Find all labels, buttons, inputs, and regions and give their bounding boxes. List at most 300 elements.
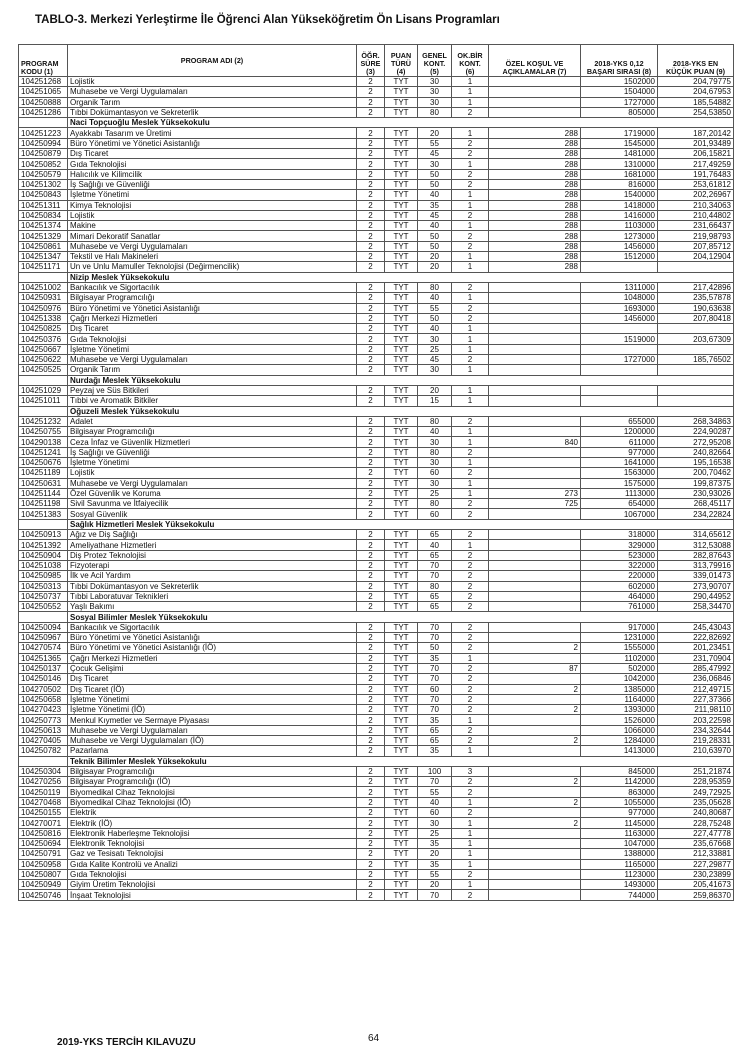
table-header-row: [19, 45, 734, 77]
score-type-cell: TYT: [385, 880, 418, 890]
table-row: [19, 97, 734, 107]
score-type-cell: TYT: [385, 808, 418, 818]
special-conditions-cell: [489, 746, 581, 756]
program-name-cell: Biyomedikal Cihaz Teknolojisi: [68, 787, 357, 797]
score-type-cell: TYT: [385, 241, 418, 251]
success-rank-cell: 1641000: [581, 457, 658, 467]
program-name-cell: Halıcılık ve Kilimcilik: [68, 169, 357, 179]
success-rank-cell: 1123000: [581, 869, 658, 879]
program-name-cell: Tıbbi ve Aromatik Bitkiler: [68, 396, 357, 406]
score-type-cell: TYT: [385, 231, 418, 241]
header-score-type: PUAN TÜRÜ (4): [385, 45, 418, 77]
special-conditions-cell: 288: [489, 169, 581, 179]
program-code-cell: 104251392: [19, 540, 68, 550]
success-rank-cell: 220000: [581, 571, 658, 581]
duration-cell: 2: [357, 179, 385, 189]
general-quota-cell: 80: [418, 581, 452, 591]
score-type-cell: TYT: [385, 849, 418, 859]
duration-cell: 2: [357, 828, 385, 838]
special-conditions-cell: [489, 447, 581, 457]
program-name-cell: Bilgisayar Programcılığı: [68, 293, 357, 303]
program-name-cell: Gaz ve Tesisatı Teknolojisi: [68, 849, 357, 859]
section-code-cell: [19, 519, 68, 529]
program-name-cell: Sivil Savunma ve İtfaiyecilik: [68, 499, 357, 509]
top-student-quota-cell: 1: [452, 478, 489, 488]
score-type-cell: TYT: [385, 818, 418, 828]
special-conditions-cell: [489, 571, 581, 581]
duration-cell: 2: [357, 457, 385, 467]
special-conditions-cell: [489, 427, 581, 437]
general-quota-cell: 35: [418, 200, 452, 210]
program-code-cell: 104250667: [19, 344, 68, 354]
section-title: Naci Topçuoğlu Meslek Yüksekokulu: [68, 118, 734, 128]
top-student-quota-cell: 1: [452, 252, 489, 262]
program-code-cell: 104250313: [19, 581, 68, 591]
general-quota-cell: 30: [418, 77, 452, 87]
duration-cell: 2: [357, 540, 385, 550]
score-type-cell: TYT: [385, 468, 418, 478]
duration-cell: 2: [357, 787, 385, 797]
table-row: [19, 643, 734, 653]
min-score-cell: 227,47778: [658, 828, 734, 838]
min-score-cell: 204,79775: [658, 77, 734, 87]
program-code-cell: 104250976: [19, 303, 68, 313]
table-row: [19, 385, 734, 395]
score-type-cell: TYT: [385, 293, 418, 303]
program-code-cell: 104250985: [19, 571, 68, 581]
min-score-cell: 249,72925: [658, 787, 734, 797]
general-quota-cell: 30: [418, 334, 452, 344]
program-name-cell: Bilgisayar Programcılığı (İÖ): [68, 777, 357, 787]
duration-cell: 2: [357, 416, 385, 426]
score-type-cell: TYT: [385, 663, 418, 673]
table-row: [19, 808, 734, 818]
min-score-cell: 228,75248: [658, 818, 734, 828]
min-score-cell: 212,49715: [658, 684, 734, 694]
score-type-cell: TYT: [385, 725, 418, 735]
score-type-cell: TYT: [385, 859, 418, 869]
special-conditions-cell: 2: [489, 736, 581, 746]
success-rank-cell: 1164000: [581, 694, 658, 704]
program-name-cell: Muhasebe ve Vergi Uygulamaları (İÖ): [68, 736, 357, 746]
special-conditions-cell: [489, 787, 581, 797]
general-quota-cell: 65: [418, 550, 452, 560]
score-type-cell: TYT: [385, 591, 418, 601]
top-student-quota-cell: 1: [452, 653, 489, 663]
header-program-code: PROGRAM KODU (1): [19, 45, 68, 77]
top-student-quota-cell: 1: [452, 540, 489, 550]
special-conditions-cell: [489, 334, 581, 344]
header-success-rank: 2018-YKS 0,12 BAŞARI SIRASI (8): [581, 45, 658, 77]
table-row: [19, 509, 734, 519]
program-name-cell: Büro Yönetimi ve Yönetici Asistanlığı: [68, 303, 357, 313]
top-student-quota-cell: 2: [452, 447, 489, 457]
min-score-cell: 203,22598: [658, 715, 734, 725]
top-student-quota-cell: 2: [452, 509, 489, 519]
score-type-cell: TYT: [385, 550, 418, 560]
duration-cell: 2: [357, 355, 385, 365]
program-code-cell: 104251302: [19, 179, 68, 189]
special-conditions-cell: [489, 591, 581, 601]
table-row: [19, 746, 734, 756]
min-score-cell: 222,82692: [658, 633, 734, 643]
table-row: [19, 859, 734, 869]
general-quota-cell: 65: [418, 591, 452, 601]
score-type-cell: TYT: [385, 252, 418, 262]
top-student-quota-cell: 2: [452, 530, 489, 540]
success-rank-cell: 863000: [581, 787, 658, 797]
top-student-quota-cell: 2: [452, 416, 489, 426]
min-score-cell: [658, 344, 734, 354]
top-student-quota-cell: 2: [452, 777, 489, 787]
general-quota-cell: 20: [418, 252, 452, 262]
general-quota-cell: 30: [418, 87, 452, 97]
success-rank-cell: 1103000: [581, 221, 658, 231]
section-title: Nizip Meslek Yüksekokulu: [68, 272, 734, 282]
min-score-cell: 204,12904: [658, 252, 734, 262]
duration-cell: 2: [357, 200, 385, 210]
program-name-cell: Bilgisayar Programcılığı: [68, 427, 357, 437]
score-type-cell: TYT: [385, 457, 418, 467]
top-student-quota-cell: 1: [452, 838, 489, 848]
success-rank-cell: 1545000: [581, 138, 658, 148]
top-student-quota-cell: 1: [452, 859, 489, 869]
top-student-quota-cell: 1: [452, 818, 489, 828]
program-name-cell: Gıda Teknolojisi: [68, 869, 357, 879]
duration-cell: 2: [357, 468, 385, 478]
duration-cell: 2: [357, 97, 385, 107]
program-code-cell: 104250155: [19, 808, 68, 818]
table-row: [19, 869, 734, 879]
duration-cell: 2: [357, 663, 385, 673]
duration-cell: 2: [357, 777, 385, 787]
special-conditions-cell: 2: [489, 643, 581, 653]
success-rank-cell: 977000: [581, 808, 658, 818]
general-quota-cell: 35: [418, 715, 452, 725]
program-code-cell: 104251171: [19, 262, 68, 272]
program-code-cell: 104251029: [19, 385, 68, 395]
table-row: [19, 190, 734, 200]
score-type-cell: TYT: [385, 488, 418, 498]
min-score-cell: [658, 396, 734, 406]
program-name-cell: Çağrı Merkezi Hizmetleri: [68, 313, 357, 323]
score-type-cell: TYT: [385, 777, 418, 787]
table-row: [19, 828, 734, 838]
program-name-cell: Tıbbi Laboratuvar Teknikleri: [68, 591, 357, 601]
top-student-quota-cell: 2: [452, 169, 489, 179]
program-code-cell: 104251002: [19, 282, 68, 292]
success-rank-cell: 464000: [581, 591, 658, 601]
success-rank-cell: 523000: [581, 550, 658, 560]
top-student-quota-cell: 1: [452, 880, 489, 890]
min-score-cell: 206,15821: [658, 149, 734, 159]
table-row: [19, 313, 734, 323]
general-quota-cell: 55: [418, 303, 452, 313]
general-quota-cell: 20: [418, 128, 452, 138]
score-type-cell: TYT: [385, 622, 418, 632]
success-rank-cell: 1504000: [581, 87, 658, 97]
special-conditions-cell: [489, 416, 581, 426]
success-rank-cell: 1113000: [581, 488, 658, 498]
table-row: [19, 282, 734, 292]
success-rank-cell: [581, 396, 658, 406]
program-code-cell: 104250791: [19, 849, 68, 859]
top-student-quota-cell: 1: [452, 221, 489, 231]
success-rank-cell: 1047000: [581, 838, 658, 848]
top-student-quota-cell: 2: [452, 787, 489, 797]
special-conditions-cell: [489, 293, 581, 303]
score-type-cell: TYT: [385, 581, 418, 591]
score-type-cell: TYT: [385, 210, 418, 220]
success-rank-cell: 1563000: [581, 468, 658, 478]
general-quota-cell: 40: [418, 427, 452, 437]
general-quota-cell: 45: [418, 355, 452, 365]
special-conditions-cell: 2: [489, 705, 581, 715]
program-name-cell: Gıda Teknolojisi: [68, 159, 357, 169]
program-name-cell: Muhasebe ve Vergi Uygulamaları: [68, 241, 357, 251]
program-name-cell: İşletme Yönetimi: [68, 694, 357, 704]
table-row: [19, 200, 734, 210]
section-code-cell: [19, 272, 68, 282]
section-code-cell: [19, 612, 68, 622]
score-type-cell: TYT: [385, 190, 418, 200]
general-quota-cell: 45: [418, 210, 452, 220]
score-type-cell: TYT: [385, 571, 418, 581]
success-rank-cell: 1481000: [581, 149, 658, 159]
general-quota-cell: 25: [418, 344, 452, 354]
program-code-cell: 104251189: [19, 468, 68, 478]
duration-cell: 2: [357, 169, 385, 179]
min-score-cell: [658, 385, 734, 395]
special-conditions-cell: [489, 560, 581, 570]
program-code-cell: 104250552: [19, 602, 68, 612]
program-name-cell: Peyzaj ve Süs Bitkileri: [68, 385, 357, 395]
special-conditions-cell: [489, 468, 581, 478]
general-quota-cell: 20: [418, 880, 452, 890]
general-quota-cell: 20: [418, 385, 452, 395]
top-student-quota-cell: 1: [452, 488, 489, 498]
top-student-quota-cell: 2: [452, 869, 489, 879]
min-score-cell: 235,67668: [658, 838, 734, 848]
section-code-cell: [19, 406, 68, 416]
program-name-cell: Tekstil ve Halı Makineleri: [68, 252, 357, 262]
program-name-cell: İşletme Yönetimi: [68, 344, 357, 354]
min-score-cell: 187,20142: [658, 128, 734, 138]
special-conditions-cell: 2: [489, 777, 581, 787]
general-quota-cell: 70: [418, 674, 452, 684]
table-row: [19, 365, 734, 375]
min-score-cell: 234,32644: [658, 725, 734, 735]
special-conditions-cell: [489, 313, 581, 323]
min-score-cell: 185,76502: [658, 355, 734, 365]
program-name-cell: Diş Protez Teknolojisi: [68, 550, 357, 560]
program-code-cell: 104251338: [19, 313, 68, 323]
success-rank-cell: 1719000: [581, 128, 658, 138]
program-name-cell: Muhasebe ve Vergi Uygulamaları: [68, 478, 357, 488]
table-row: [19, 231, 734, 241]
program-name-cell: Lojistik: [68, 210, 357, 220]
program-code-cell: 104251268: [19, 77, 68, 87]
table-row: [19, 488, 734, 498]
special-conditions-cell: [489, 385, 581, 395]
duration-cell: 2: [357, 766, 385, 776]
special-conditions-cell: [489, 869, 581, 879]
duration-cell: 2: [357, 334, 385, 344]
general-quota-cell: 40: [418, 540, 452, 550]
special-conditions-cell: 725: [489, 499, 581, 509]
duration-cell: 2: [357, 159, 385, 169]
success-rank-cell: 1142000: [581, 777, 658, 787]
top-student-quota-cell: 1: [452, 746, 489, 756]
program-name-cell: Elektronik Teknolojisi: [68, 838, 357, 848]
special-conditions-cell: 87: [489, 663, 581, 673]
min-score-cell: 234,22824: [658, 509, 734, 519]
program-name-cell: Büro Yönetimi ve Yönetici Asistanlığı (İÖ): [68, 643, 357, 653]
duration-cell: 2: [357, 653, 385, 663]
general-quota-cell: 70: [418, 560, 452, 570]
guide-footer: 2019-YKS TERCİH KILAVUZU: [57, 1037, 196, 1048]
program-name-cell: İnşaat Teknolojisi: [68, 890, 357, 900]
score-type-cell: TYT: [385, 797, 418, 807]
special-conditions-cell: [489, 890, 581, 900]
table-row: [19, 128, 734, 138]
min-score-cell: 272,95208: [658, 437, 734, 447]
top-student-quota-cell: 2: [452, 560, 489, 570]
duration-cell: 2: [357, 231, 385, 241]
special-conditions-cell: [489, 766, 581, 776]
table-row: [19, 252, 734, 262]
score-type-cell: TYT: [385, 684, 418, 694]
success-rank-cell: 917000: [581, 622, 658, 632]
section-code-cell: [19, 118, 68, 128]
table-row: [19, 499, 734, 509]
program-code-cell: 104251011: [19, 396, 68, 406]
duration-cell: 2: [357, 282, 385, 292]
table-row: [19, 107, 734, 117]
general-quota-cell: 50: [418, 169, 452, 179]
special-conditions-cell: [489, 530, 581, 540]
table-row: [19, 591, 734, 601]
program-code-cell: 104251365: [19, 653, 68, 663]
general-quota-cell: 65: [418, 530, 452, 540]
min-score-cell: 273,90707: [658, 581, 734, 591]
min-score-cell: 202,26967: [658, 190, 734, 200]
top-student-quota-cell: 2: [452, 107, 489, 117]
score-type-cell: TYT: [385, 365, 418, 375]
top-student-quota-cell: 2: [452, 499, 489, 509]
min-score-cell: 314,65612: [658, 530, 734, 540]
success-rank-cell: 1200000: [581, 427, 658, 437]
general-quota-cell: 60: [418, 684, 452, 694]
score-type-cell: TYT: [385, 77, 418, 87]
program-code-cell: 104251144: [19, 488, 68, 498]
program-name-cell: Muhasebe ve Vergi Uygulamaları: [68, 725, 357, 735]
general-quota-cell: 65: [418, 602, 452, 612]
program-name-cell: Kimya Teknolojisi: [68, 200, 357, 210]
general-quota-cell: 70: [418, 694, 452, 704]
program-name-cell: Gıda Teknolojisi: [68, 334, 357, 344]
min-score-cell: 200,70462: [658, 468, 734, 478]
score-type-cell: TYT: [385, 643, 418, 653]
duration-cell: 2: [357, 107, 385, 117]
success-rank-cell: 1310000: [581, 159, 658, 169]
special-conditions-cell: [489, 849, 581, 859]
special-conditions-cell: [489, 880, 581, 890]
general-quota-cell: 60: [418, 509, 452, 519]
special-conditions-cell: 273: [489, 488, 581, 498]
program-name-cell: Bankacılık ve Sigortacılık: [68, 282, 357, 292]
program-name-cell: Organik Tarım: [68, 365, 357, 375]
program-code-cell: 104270256: [19, 777, 68, 787]
special-conditions-cell: [489, 838, 581, 848]
special-conditions-cell: [489, 303, 581, 313]
program-code-cell: 104251198: [19, 499, 68, 509]
success-rank-cell: 1273000: [581, 231, 658, 241]
section-title: Nurdağı Meslek Yüksekokulu: [68, 375, 734, 385]
top-student-quota-cell: 1: [452, 715, 489, 725]
special-conditions-cell: 288: [489, 138, 581, 148]
duration-cell: 2: [357, 385, 385, 395]
program-code-cell: 104250782: [19, 746, 68, 756]
section-code-cell: [19, 375, 68, 385]
success-rank-cell: 1727000: [581, 97, 658, 107]
general-quota-cell: 35: [418, 838, 452, 848]
duration-cell: 2: [357, 808, 385, 818]
general-quota-cell: 100: [418, 766, 452, 776]
top-student-quota-cell: 1: [452, 437, 489, 447]
min-score-cell: 210,44802: [658, 210, 734, 220]
success-rank-cell: 1048000: [581, 293, 658, 303]
top-student-quota-cell: 2: [452, 705, 489, 715]
duration-cell: 2: [357, 684, 385, 694]
general-quota-cell: 35: [418, 746, 452, 756]
table-row: [19, 447, 734, 457]
top-student-quota-cell: 1: [452, 385, 489, 395]
score-type-cell: TYT: [385, 653, 418, 663]
duration-cell: 2: [357, 87, 385, 97]
special-conditions-cell: [489, 581, 581, 591]
score-type-cell: TYT: [385, 509, 418, 519]
program-name-cell: İş Sağlığı ve Güvenliği: [68, 179, 357, 189]
min-score-cell: 235,57878: [658, 293, 734, 303]
program-code-cell: 104250888: [19, 97, 68, 107]
duration-cell: 2: [357, 437, 385, 447]
program-name-cell: Elektrik (İÖ): [68, 818, 357, 828]
score-type-cell: TYT: [385, 828, 418, 838]
special-conditions-cell: [489, 859, 581, 869]
section-row: [19, 756, 734, 766]
duration-cell: 2: [357, 705, 385, 715]
min-score-cell: 235,05628: [658, 797, 734, 807]
general-quota-cell: 70: [418, 663, 452, 673]
program-code-cell: 104250746: [19, 890, 68, 900]
success-rank-cell: 1575000: [581, 478, 658, 488]
success-rank-cell: 654000: [581, 499, 658, 509]
special-conditions-cell: [489, 355, 581, 365]
general-quota-cell: 50: [418, 241, 452, 251]
success-rank-cell: 1102000: [581, 653, 658, 663]
program-code-cell: 104250967: [19, 633, 68, 643]
min-score-cell: 282,87643: [658, 550, 734, 560]
duration-cell: 2: [357, 324, 385, 334]
duration-cell: 2: [357, 488, 385, 498]
duration-cell: 2: [357, 210, 385, 220]
duration-cell: 2: [357, 313, 385, 323]
score-type-cell: TYT: [385, 560, 418, 570]
score-type-cell: TYT: [385, 437, 418, 447]
program-name-cell: Büro Yönetimi ve Yönetici Asistanlığı: [68, 633, 357, 643]
score-type-cell: TYT: [385, 736, 418, 746]
